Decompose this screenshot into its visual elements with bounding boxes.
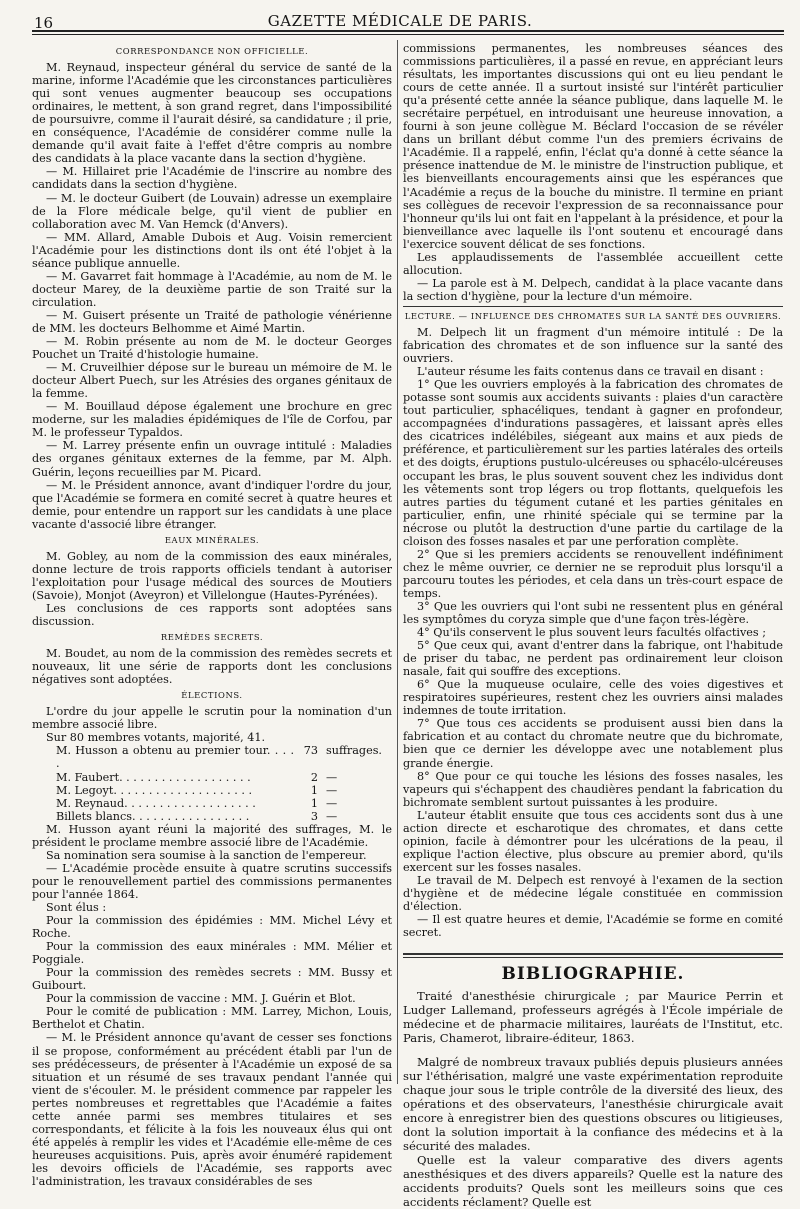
section-heading: EAUX MINÉRALES. — [164, 534, 260, 545]
paragraph: commissions permanentes, les nombreuses séances des commissions particulières, il a passé en revue, en appréciant leurs résultats, les importantes discussions qui ont eu lieu pendant le cours de cette année. Il a surtout insisté sur l'intérêt particulier qu'a présenté cette année la séance publique, dans laquelle M. le secrétaire perpétuel, en introduisant une heureuse innovation, a fourni à son jeune collègue M. Béclard l'occasion de se révéler dans un brillant début comme l'un des premiers écrivains de l'Académie. Il a rappelé, enfin, l'éclat qu'a donné à cette séance la présence inattendue de M. le ministre de l'instruction publique, et les bienveillants encouragements ainsi que les espérances que l'Académie a reçus de la bouche du ministre. Il termine en priant ses collègues de recevoir l'expression de sa reconnaissance pour l'honneur qu'ils lui ont fait en l'appelant à la présidence, et pour la bienveillance avec laquelle ils l'ont soutenu et encouragé dans l'exercice souvent délicat de ses fonctions. — [403, 42, 783, 251]
vote-name: M. Faubert. . . . . . . . . . . . . . . . . . . — [56, 770, 251, 784]
vote-table — [32, 744, 392, 822]
paragraph: M. Boudet, au nom de la commission des remèdes secrets et nouveaux, lit une série de rapports dont les conclusions négatives sont adoptées. — [32, 647, 392, 687]
vote-row — [32, 797, 392, 810]
vote-name: M. Reynaud. . . . . . . . . . . . . . . . . . . — [56, 796, 256, 810]
paragraph: — MM. Allard, Amable Dubois et Aug. Voisin remercient l'Académie pour les distinctions dont ils ont été l'objet à la séance publique annuelle. — [32, 230, 392, 270]
bibliography-reference: Traité d'anesthésie chirurgicale ; par Maurice Perrin et Ludger Lallemand, professeurs agrégés à l'École impériale de médecine et de pharmacie militaires, lauréats de l'Institut, etc. Paris, Chamerot, libraire-éditeur, 1863. — [403, 989, 783, 1046]
page-number: 16 — [34, 14, 54, 32]
paragraph: Quelle est la valeur comparative des divers agents anesthésiques et des divers appareils? Quelle est la nature des accidents produits? Quels sont les meilleurs soins que ces accidents réclament? Quelle est — [403, 1153, 783, 1209]
column-divider — [397, 40, 398, 1084]
paragraph: 7° Que tous ces accidents se produisent aussi bien dans la fabrication et au contact du chromate neutre que du bichromate, bien que ce dernier les développe avec une notablement plus grande énergie. — [403, 717, 783, 770]
section-rule — [403, 306, 783, 307]
election-line: Pour le comité de publication : MM. Larrey, Michon, Louis, Berthelot et Chatin. — [32, 1005, 392, 1032]
paragraph: — L'Académie procède ensuite à quatre scrutins successifs pour le renouvellement partiel des commissions permanentes pour l'année 1864. — [32, 861, 392, 901]
paragraph: — La parole est à M. Delpech, candidat à la place vacante dans la section d'hygiène, pour la lecture d'un mémoire. — [403, 276, 783, 303]
paragraph: Le travail de M. Delpech est renvoyé à l'examen de la section d'hygiène et de médecine légale constituée en commission d'élection. — [403, 873, 783, 914]
vote-row — [32, 784, 392, 797]
vote-row — [32, 771, 392, 784]
paragraph: — M. Gavarret fait hommage à l'Académie, au nom de M. le docteur Marey, de la deuxième partie de son Traité sur la circulation. — [32, 269, 392, 309]
paragraph: — M. Larrey présente enfin un ouvrage intitulé : Maladies des organes génitaux externes de la femme, par M. Alph. Guérin, leçons recueillies par M. Picard. — [32, 439, 392, 479]
vote-suffix: suffrages. — [326, 744, 382, 758]
paragraph: M. Reynaud, inspecteur général du service de santé de la marine, informe l'Académie que les circonstances particulières qui sont venues augmenter beaucoup ses occupations ordinaires, le mettent, à son grand regret, dans l'impossibilité de poursuivre, comme il l'aurait désiré, sa candidature ; il prie, en conséquence, l'Académie de considérer comme nulle la demande qu'il avait faite à l'effet d'être compris au nombre des candidats à la place vacante dans la section d'hygiène. — [32, 61, 392, 166]
header-rule-thin — [32, 34, 784, 35]
vote-name: M. Legoyt. . . . . . . . . . . . . . . . . . . . — [56, 783, 253, 797]
section-rule-thin — [403, 957, 783, 958]
paragraph: M. Gobley, au nom de la commission des eaux minérales, donne lecture de trois rapports officiels tendant à autoriser l'exploitation pour l'usage médical des sources de Moutiers (Savoie), Monjot (Aveyron) et Villelongue (Hautes-Pyrénées). — [32, 549, 392, 602]
vote-count: 1 — [310, 783, 318, 797]
paragraph: — M. le Président annonce qu'avant de cesser ses fonctions il se propose, conformément au précédent établi par l'un de ses prédécesseurs, de présenter à l'Académie un exposé de sa situation et un résumé de ses travaux pendant l'année qui vient de s'écouler. M. le président commence par rappeler les pertes nombreuses et regrettables que l'Académie a faites cette année parmi ses membres titulaires et ses correspondants, et félicite à la fois les nouveaux élus qui ont été appelés à remplir les vides et l'Académie elle-même de ces heureuses acquisitions. Puis, après avoir énuméré rapidement les devoirs officiels de l'Académie, ses rapports avec l'administration, les travaux considérables de ses — [32, 1031, 392, 1188]
section-rule-thick — [403, 953, 783, 955]
paragraph: 3° Que les ouvriers qui l'ont subi ne ressentent plus en général les symptômes du coryza simple que d'une façon très-légère. — [403, 599, 783, 627]
vote-name: Billets blancs. . . . . . . . . . . . . . . . . — [56, 809, 250, 823]
paragraph: — M. Cruveilhier dépose sur le bureau un mémoire de M. le docteur Albert Puech, sur les Atrésies des organes génitaux de la femme. — [32, 361, 392, 401]
section-heading: CORRESPONDANCE NON OFFICIELLE. — [115, 46, 309, 56]
paragraph: Sur 80 membres votants, majorité, 41. — [46, 731, 266, 745]
vote-suffix: — — [326, 783, 338, 797]
paragraph: 4° Qu'ils conservent le plus souvent leurs facultés olfactives ; — [417, 626, 766, 640]
right-column — [403, 42, 783, 1209]
paragraph: — M. Robin présente au nom de M. le docteur Georges Pouchet un Traité d'histologie humaine. — [32, 335, 392, 362]
vote-count: 2 — [310, 770, 318, 784]
paragraph: 8° Que pour ce qui touche les lésions des fosses nasales, les vapeurs qui s'échappent des chaudières pendant la fabrication du bichromate semblent surtout puissantes à les produire. — [403, 769, 783, 809]
paragraph: Sont élus : — [46, 901, 107, 914]
paragraph: Sa nomination sera soumise à la sanction de l'empereur. — [46, 848, 367, 862]
vote-name: M. Husson a obtenu au premier tour. . . . . — [56, 744, 294, 771]
section-heading: LECTURE. — INFLUENCE DES CHROMATES SUR LA SANTÉ DES OUVRIERS. — [404, 310, 782, 321]
paragraph: Malgré de nombreux travaux publiés depuis plusieurs années sur l'éthérisation, malgré une vaste expérimentation reproduite chaque jour sous le triple contrôle de la diversité des lieux, des opérations et des observateurs, l'anesthésie chirurgicale avait encore à enregistrer bien des questions obscures ou litigieuses, dont la solution importait à la confiance des médecins et à la sécurité des malades. — [403, 1055, 783, 1154]
vote-count: 1 — [310, 796, 318, 810]
paragraph: 5° Que ceux qui, avant d'entrer dans la fabrique, ont l'habitude de priser du tabac, ne perdent pas ordinairement leur cloison nasale, fait qui souffre des exceptions. — [403, 639, 783, 679]
election-line: Pour la commission de vaccine : MM. J. Guérin et Blot. — [46, 992, 356, 1006]
election-line: Pour la commission des remèdes secrets : MM. Bussy et Guibourt. — [32, 966, 392, 993]
paragraph: — M. Hillairet prie l'Académie de l'inscrire au nombre des candidats dans la section d'hygiène. — [32, 165, 392, 192]
section-heading: REMÈDES SECRETS. — [160, 632, 264, 643]
left-column — [32, 42, 392, 1188]
paragraph: Les conclusions de ces rapports sont adoptées sans discussion. — [32, 601, 392, 629]
vote-count: 3 — [310, 809, 318, 823]
election-line: Pour la commission des eaux minérales : MM. Mélier et Poggiale. — [32, 940, 392, 967]
bibliography-heading: BIBLIOGRAPHIE. — [501, 964, 685, 985]
paragraph: 6° Que la muqueuse oculaire, celle des voies digestives et respiratoires supérieures, restent chez les ouvriers ainsi malades indemnes de toute irritation. — [403, 678, 783, 718]
election-line: Pour la commission des épidémies : MM. Michel Lévy et Roche. — [32, 914, 392, 941]
paragraph: M. Delpech lit un fragment d'un mémoire intitulé : De la fabrication des chromates et de son influence sur la santé des ouvriers. — [403, 325, 783, 366]
paragraph: 2° Que si les premiers accidents se renouvellent indéfiniment chez le même ouvrier, ce dernier ne se reproduit plus lorsqu'il a parcouru toutes les périodes, et cela dans un très-court espace de temps. — [403, 547, 783, 600]
paragraph: — M. le Président annonce, avant d'indiquer l'ordre du jour, que l'Académie se formera en comité secret à quatre heures et demie, pour entendre un rapport sur les candidats à une place vacante d'associé libre étranger. — [32, 478, 392, 531]
vote-row — [32, 810, 392, 823]
paragraph: L'auteur résume les faits contenus dans ce travail en disant : — [417, 365, 764, 379]
paragraph: — M. Guisert présente un Traité de pathologie vénérienne de MM. les docteurs Belhomme et Aimé Martin. — [32, 308, 392, 335]
vote-suffix: — — [326, 809, 338, 823]
vote-suffix: — — [326, 770, 338, 784]
paragraph: L'auteur établit ensuite que tous ces accidents sont dus à une action directe et escharotique des chromates, et dans cette opinion, facile à démontrer pour les ulcérations de la peau, il explique l'action élective, plus obscure au premier abord, qu'ils exercent sur les fosses nasales. — [403, 808, 783, 874]
vote-row — [32, 744, 392, 770]
paragraph: Les applaudissements de l'assemblée accueillent cette allocution. — [403, 250, 783, 277]
paragraph: L'ordre du jour appelle le scrutin pour la nomination d'un membre associé libre. — [32, 705, 392, 732]
vote-suffix: — — [326, 796, 338, 810]
header-rule — [32, 30, 784, 32]
paragraph: M. Husson ayant réuni la majorité des suffrages, M. le président le proclame membre associé libre de l'Académie. — [32, 822, 392, 849]
vote-count: 73 — [303, 744, 318, 758]
paragraph: — M. Bouillaud dépose également une brochure en grec moderne, sur les maladies épidémiques de l'île de Corfou, par M. le professeur Typaldos. — [32, 400, 392, 440]
page-header — [0, 6, 800, 32]
section-heading: ÉLECTIONS. — [181, 690, 243, 701]
paragraph: 1° Que les ouvriers employés à la fabrication des chromates de potasse sont soumis aux accidents suivants : plaies d'un caractère tout particulier, sphacéliques, tendant à gagner en profondeur, accompagnées d'indurations passagères, et laissant après elles des cicatrices indélébiles, siégeant aux mains et aux pieds de préférence, et particulièrement sur les parties latérales des orteils et des doigts, éruptions pustulo-ulcéreuses ou sphacélo-ulcéreuses occupant les bras, le plus souvent souvent chez les individus dont les vêtements sont trop légers ou trop flottants, quelquefois les autres parties du tégument cutané et les parties génitales en particulier, enfin, une rhinité spéciale qui se termine par la nécrose ou plutôt la destruction d'une partie du cartilage de la cloison des fosses nasales et par une perforation complète. — [403, 378, 783, 548]
paragraph: — Il est quatre heures et demie, l'Académie se forme en comité secret. — [403, 913, 783, 940]
paragraph: — M. le docteur Guibert (de Louvain) adresse un exemplaire de la Flore médicale belge, qu'il vient de publier en collaboration avec M. Van Hemck (d'Anvers). — [32, 191, 392, 231]
journal-title: GAZETTE MÉDICALE DE PARIS. — [267, 12, 533, 30]
